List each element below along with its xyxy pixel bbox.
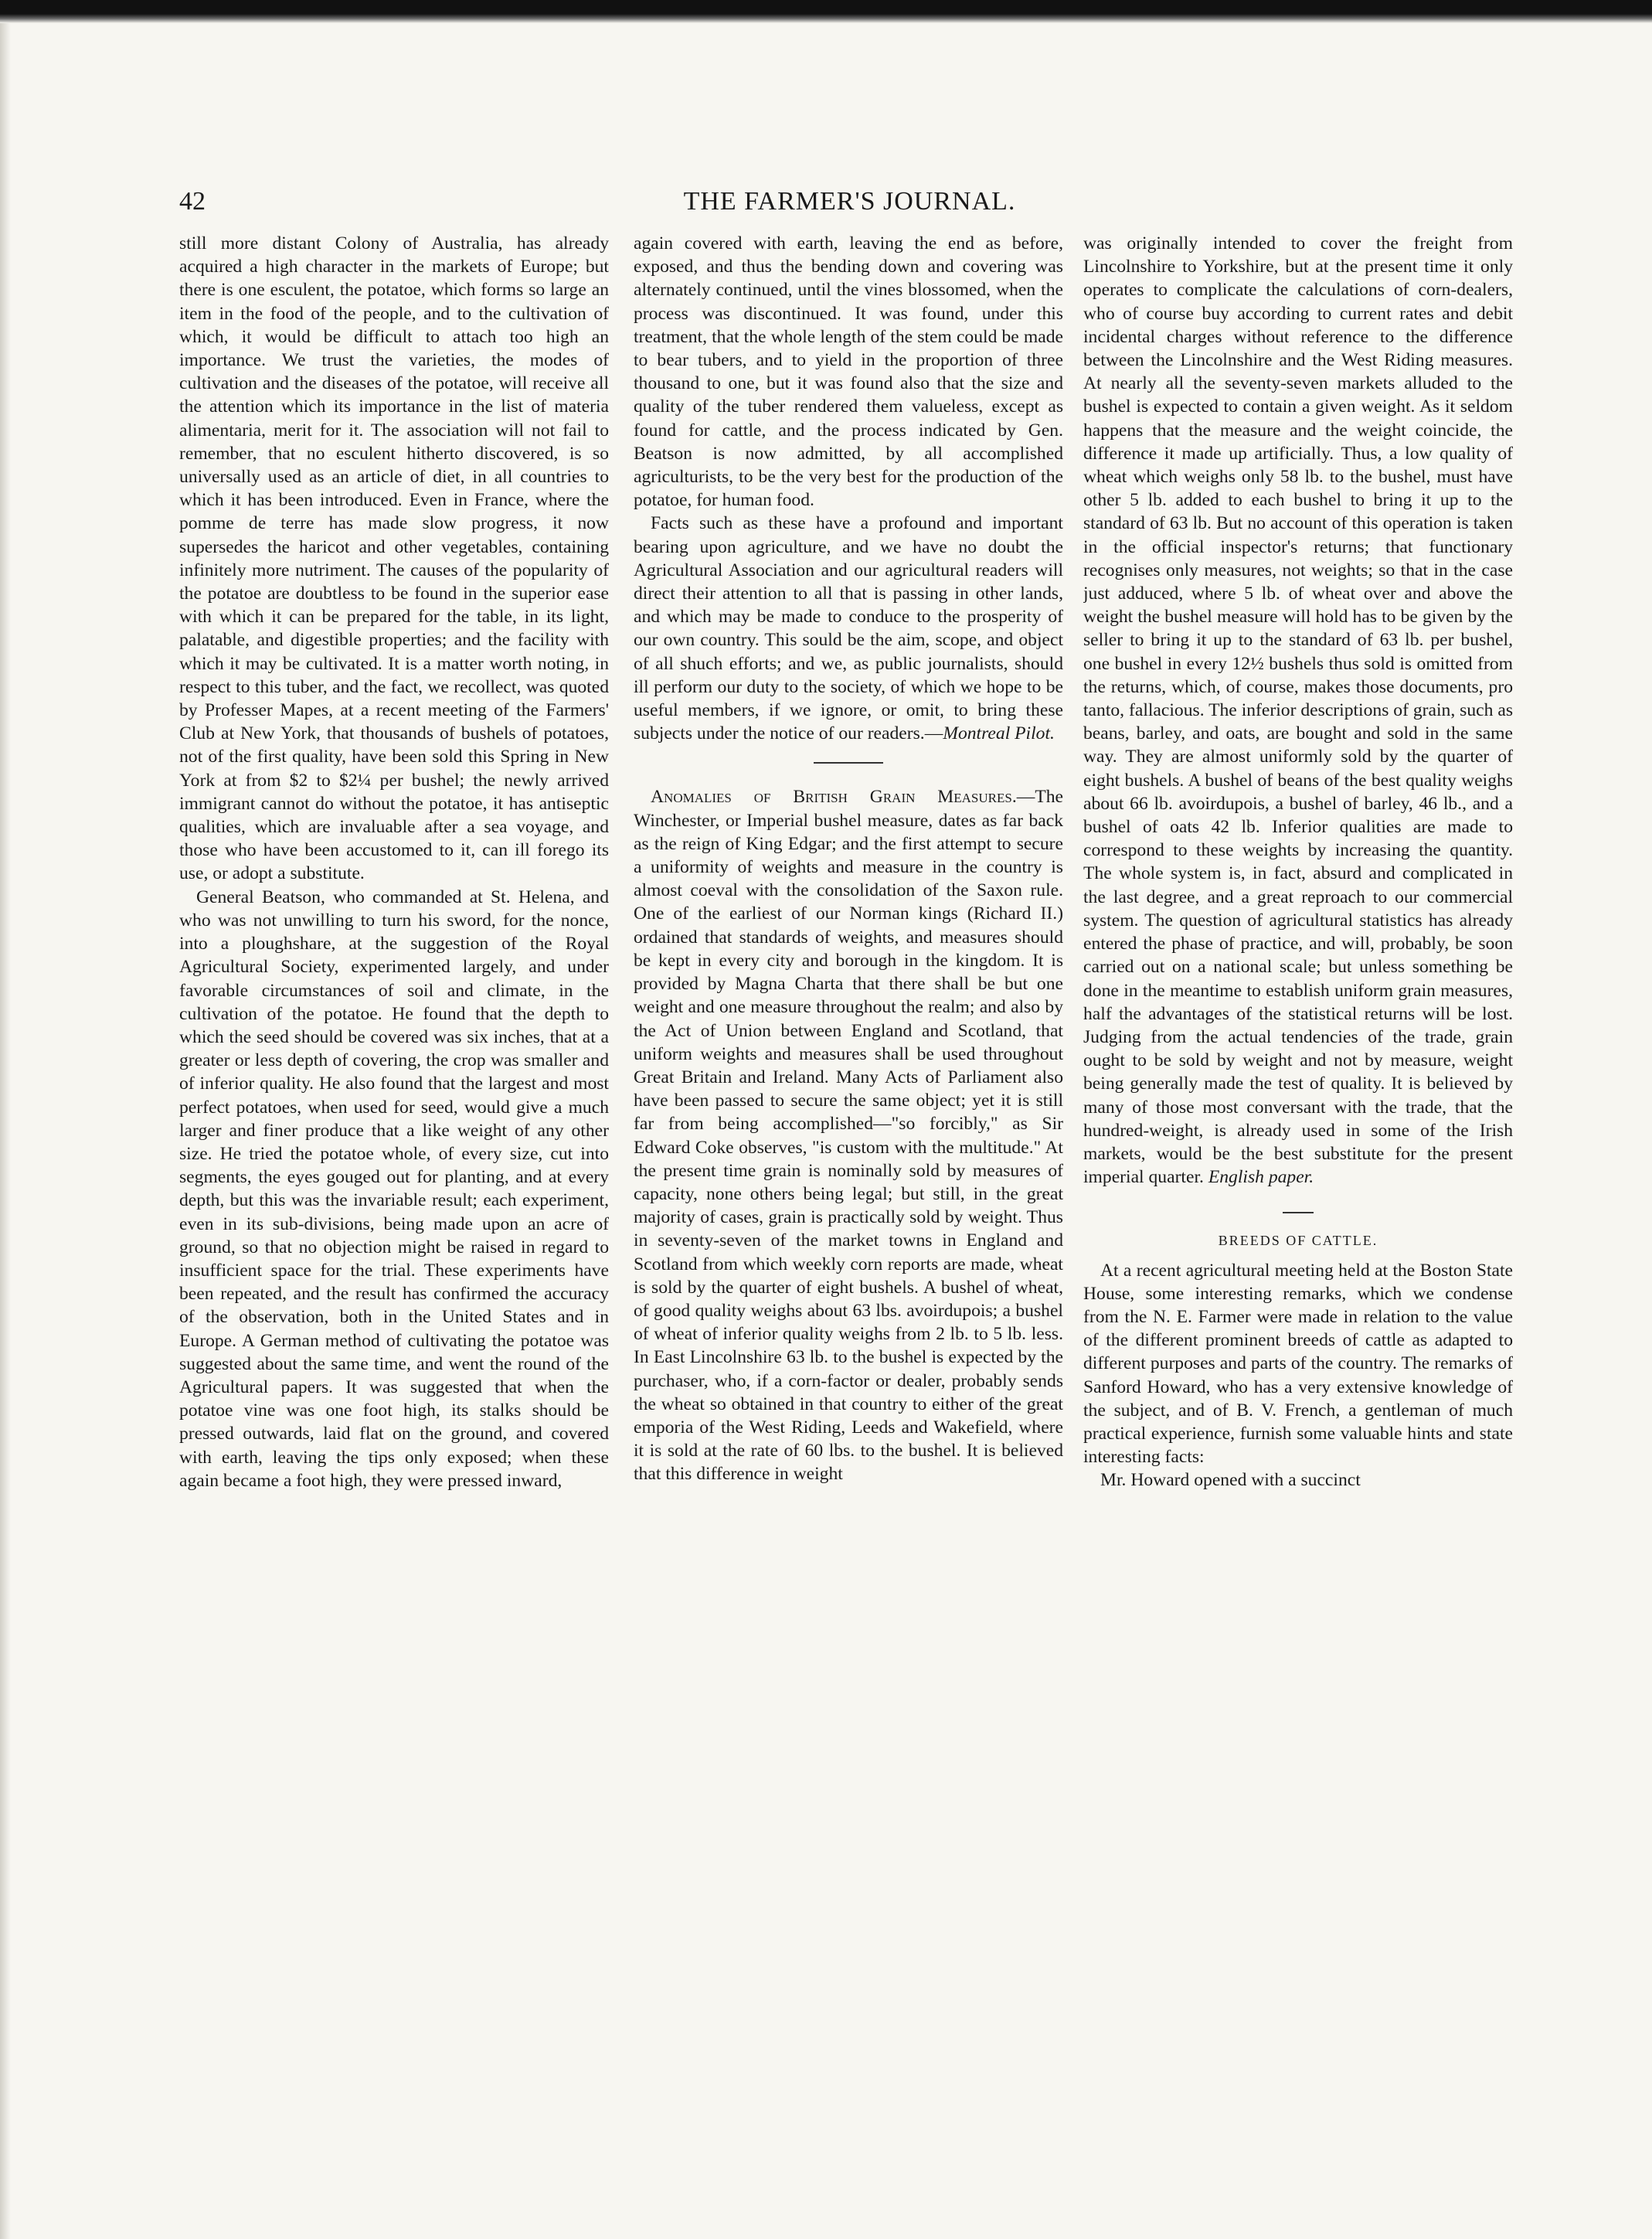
paragraph-facts-text: Facts such as these have a profound and important bearing upon agriculture, and we have no doubt the Agricultural Association and our agricultural readers will direct their attention to all that is passing in other lands, and which may be made to conduce to the prosperity of our own country. This sould be the aim, scope, and object of all shuch efforts; and we, as public journalists, should ill perform our duty to the society, of which we hope to be useful members, if we ignore, or omit, to bring these subjects under the notice of our readers.—	[634, 513, 1063, 744]
section-divider	[1283, 1212, 1314, 1213]
paragraph-grain-measures	[634, 785, 1063, 1485]
column-1	[179, 232, 609, 2087]
paragraph-grain-measures-text: —The Winchester, or Imperial bushel measure, dates as far back as the reign of King Edgar; and the first attempt to secure a uniformity of weights and measure in the country is almost coeval with the consolidation of the Saxon rule. One of the earliest of our Norman kings (Richard II.) ordained that standards of weights, and measures should be kept in every city and borough in the kingdom. It is provided by Magna Charta that there shall be but one weight and one measure throughout the realm; and also by the Act of Union between England and Scotland, that uniform weights and measures shall be used throughout Great Britain and Ireland. Many Acts of Parliament also have been passed to secure the same object; yet it is still far from being accomplished—"so forcibly," as Sir Edward Coke observes, "is custom with the multitude." At the present time grain is nominally sold by measures of capacity, none others being legal; but still, in the great majority of cases, grain is practically sold by weight. Thus in seventy-seven of the market towns in England and Scotland from which weekly corn reports are made, wheat is sold by the quarter of eight bushels. A bushel of wheat, of good quality weighs about 63 lbs. avoirdupois; a bushel of wheat of inferior quality weighs from 2 lb. to 5 lb. less. In East Lincolnshire 63 lb. to the bushel is expected by the purchaser, who, if a corn-factor or dealer, probably sends the wheat so obtained in that country to either of the great emporia of the West Riding, Leeds and Wakefield, where it is sold at the rate of 60 lbs. to the bushel. It is believed that this difference in weight	[634, 787, 1063, 1485]
source-english-paper: English paper.	[1208, 1167, 1314, 1188]
column-3	[1083, 232, 1513, 2087]
paragraph-grain-continued-text: was originally intended to cover the freight from Lincolnshire to Yorkshire, but at the present time it only operates to complicate the calculations of corn-dealers, who of course buy according to current rates and debit incidental charges without reference to the difference between the Lincolnshire and the West Riding measures. At nearly all the seventy-seven markets alluded to the bushel is expected to contain a given weight. As it seldom happens that the measure and the weight coincide, the difference it made up artificially. Thus, a low quality of wheat which weighs only 58 lb. to the bushel, must have other 5 lb. added to each bushel to bring it up to the standard of 63 lb. But no account of this operation is taken in the official inspector's returns; that functionary recognises only measures, not weights; so that in the case just adduced, where 5 lb. of wheat over and above the weight the bushel measure will hold has to be given by the seller to bring it up to the standard of 63 lb. per bushel, one bushel in every 12½ bushels thus sold is omitted from the returns, which, of course, makes those documents, pro tanto, fallacious. The inferior descriptions of grain, such as beans, barley, and oats, are bought and sold in the same way. They are almost uniformly sold by the quarter of eight bushels. A bushel of beans of the best quality weighs about 66 lb. avoirdupois, a bushel of barley, 46 lb., and a bushel of oats 42 lb. Inferior qualities are made to correspond to these weights by increasing the quantity. The whole system is, in fact, absurd and complicated in the last degree, and a great reproach to our commercial system. The question of agricultural statistics has already entered the phase of practice, and will, probably, be soon carried out on a national scale; but unless something be done in the meantime to establish uniform grain measures, half the advantages of the statistical returns will be lost. Judging from the actual tendencies of the trade, grain ought to be sold by weight and not by measure, weight being generally made the test of quality. It is believed by many of those most conversant with the trade, that the hundred-weight, is already used in some of the Irish markets, would be the best substitute for the present imperial quarter.	[1083, 233, 1513, 1188]
paragraph-mr-howard: Mr. Howard opened with a succinct	[1100, 1470, 1361, 1491]
paragraph-grain-measures-continued	[1083, 232, 1513, 1189]
section-divider	[814, 762, 883, 764]
paragraph-potatoe-esculent: still more distant Colony of Australia, has already acquired a high character in the markets of Europe; but there is one esculent, the potatoe, which forms so large an item in the food of the people, and to the cultivation of which, it would be difficult to attach too high an importance. We trust the varieties, the modes of cultivation and the diseases of the potatoe, will receive all the attention which its importance in the list of materia alimentaria, merit for it. The association will not fail to remember, that no esculent hitherto discovered, is so universally used as an article of diet, in all countries to which it has been introduced. Even in France, where the pomme de terre has made slow progress, it now supersedes the haricot and other vegetables, containing infinitely more nutriment. The causes of the popularity of the potatoe are doubtless to be found in the superior ease with which it can be prepared for the table, in its light, palatable, and digestible properties; and the facility with which it may be cultivated. It is a matter worth noting, in respect to this tuber, and the fact, we recollect, was quoted by Professer Mapes, at a recent meeting of the Farmers' Club at New York, that thousands of bushels of potatoes, not of the first quality, have been sold this Spring in New York at from $2 to $2¼ per bushel; the newly arrived immigrant cannot do without the potatoe, it has antiseptic qualities, which are invaluable after a sea voyage, and those who have been accustomed to it, can ill forego its use, or adopt a substitute.	[179, 233, 609, 884]
source-montreal-pilot: Montreal Pilot.	[943, 723, 1055, 744]
column-2	[634, 232, 1063, 2087]
paragraph-breeds-of-cattle: At a recent agricultural meeting held at the Boston State House, some interesting remarks, which we condense from the N. E. Farmer were made in relation to the value of the different prominent breeds of cattle as adapted to different purposes and parts of the country. The remarks of Sanford Howard, who has a very extensive knowledge of the subject, and of B. V. French, a gentleman of much practical experience, furnish some valuable hints and state interesting facts:	[1083, 1260, 1513, 1468]
page-left-edge	[0, 23, 11, 2239]
page-top-border	[0, 0, 1652, 23]
page-number: 42	[179, 187, 206, 216]
heading-breeds-of-cattle: BREEDS OF CATTLE.	[1218, 1233, 1378, 1249]
journal-title: THE FARMER'S JOURNAL.	[683, 187, 1016, 216]
paragraph-facts-such-as-these	[634, 512, 1063, 745]
paragraph-general-beatson: General Beatson, who commanded at St. Helena, and who was not unwilling to turn his sword, for the nonce, into a ploughshare, at the suggestion of the Royal Agricultural Society, experimented largely, and under favorable circumstances of soil and climate, in the cultivation of the potatoe. He found that the depth to which the seed should be covered was six inches, that at a greater or less depth of covering, the crop was smaller and of inferior quality. He also found that the largest and most perfect potatoes, when used for seed, would give a much larger and finer produce that a like weight of any other size. He tried the potatoe whole, of every size, cut into segments, the eyes gouged out for planting, and at every depth, but this was the invariable result; each experiment, even in its sub-divisions, being made upon an acre of ground, so that no objection might be raised in regard to insufficient space for the trial. These experiments have been repeated, and the result has confirmed the accuracy of the observation, both in the United States and in Europe. A German method of cultivating the potatoe was suggested about the same time, and went the round of the Agricultural papers. It was suggested that when the potatoe vine was one foot high, its stalks should be pressed outwards, laid flat on the ground, and covered with earth, leaving the tips only exposed; when these again became a foot high, they were pressed inward,	[179, 886, 609, 1491]
heading-anomalies-grain-measures: Anomalies of British Grain Measures.	[651, 787, 1017, 808]
paragraph-german-method-continued: again covered with earth, leaving the end as before, exposed, and thus the bending down and covering was alternately continued, until the vines blossomed, when the process was discontinued. It was found, under this treatment, that the whole length of the stem could be made to bear tubers, and to yield in the proportion of three thousand to one, but it was found also that the size and quality of the tuber rendered them valueless, except as found for cattle, and the process indicated by Gen. Beatson is now admitted, by all accomplished agriculturists, to be the very best for the production of the potatoe, for human food.	[634, 233, 1063, 511]
page-header	[179, 187, 1520, 224]
